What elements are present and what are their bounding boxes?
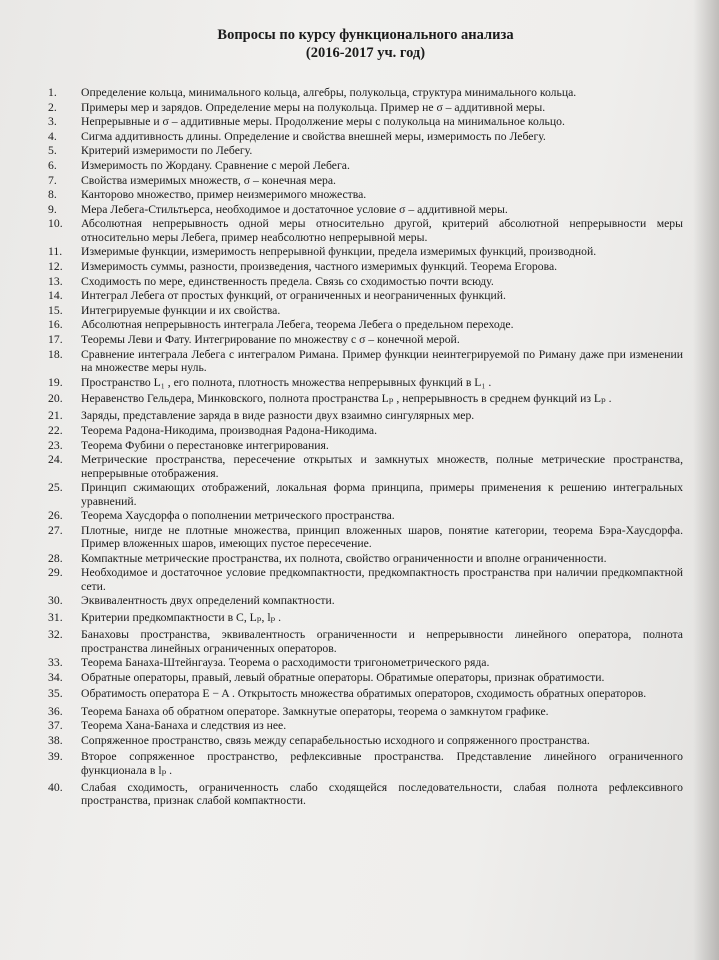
question-item [48, 318, 683, 331]
question-text: Измеримость суммы, разности, произведения, частного измеримых функций. Теорема Егорова. [81, 259, 558, 273]
question-number: 21. [48, 409, 63, 423]
question-text: Сопряженное пространство, связь между сепарабельностью исходного и сопряженного пространства. [81, 733, 590, 747]
question-number: 19. [48, 375, 63, 389]
question-item [48, 409, 683, 422]
question-item [48, 750, 683, 777]
question-item [48, 656, 683, 669]
question-text: Канторово множество, пример неизмеримого множества. [81, 188, 367, 202]
question-item [48, 188, 683, 201]
question-number: 32. [48, 628, 63, 642]
question-item [48, 115, 683, 128]
question-number: 38. [48, 733, 63, 747]
question-item [48, 86, 683, 99]
document-subtitle: (2016-2017 уч. год) [305, 45, 426, 61]
question-text: Теорема Радона-Никодима, производная Радона-Никодима. [81, 423, 377, 437]
question-item [48, 392, 683, 405]
question-text: Критерии предкомпактности в C, Lₚ, lₚ . [81, 610, 282, 624]
question-item [48, 481, 683, 508]
question-text: Абсолютная непрерывность интеграла Лебега, теорема Лебега о предельном переходе. [81, 318, 514, 332]
question-text: Свойства измеримых множеств, σ – конечная мера. [81, 173, 336, 187]
question-number: 4. [48, 129, 57, 143]
question-number: 40. [48, 780, 63, 794]
question-item [48, 453, 683, 480]
question-item [48, 524, 683, 551]
question-text: Сходимость по мере, единственность предела. Связь со сходимостью почти всюду. [81, 274, 494, 288]
question-text: Теорема Фубини о перестановке интегрирования. [81, 438, 329, 452]
question-text: Компактные метрические пространства, их полнота, свойство ограниченности и вполне ограниченности. [81, 551, 607, 565]
question-number: 29. [48, 566, 63, 580]
question-item [48, 781, 683, 808]
question-text: Сравнение интеграла Лебега с интегралом Римана. Пример функции неинтегрируемой по Риману даже при изменении на множестве меры нуль. [81, 347, 683, 374]
question-item [48, 439, 683, 452]
document-title: Вопросы по курсу функционального анализа [217, 27, 514, 43]
question-item [48, 275, 683, 288]
question-number: 25. [48, 481, 63, 495]
question-number: 20. [48, 391, 63, 405]
question-text: Второе сопряженное пространство, рефлексивные пространства. Представление линейного ограниченного функционала в lₚ . [81, 750, 683, 777]
question-item [48, 174, 683, 187]
question-number: 36. [48, 704, 63, 718]
question-number: 28. [48, 551, 63, 565]
question-list [48, 86, 683, 808]
question-number: 1. [48, 86, 57, 99]
question-text: Мера Лебега-Стильтьерса, необходимое и достаточное условие σ – аддитивной меры. [81, 202, 508, 216]
question-text: Метрические пространства, пересечение открытых и замкнутых множеств, полные метрические пространства, непрерывные отображения. [81, 453, 683, 480]
question-item [48, 552, 683, 565]
question-text: Теоремы Леви и Фату. Интегрирование по множеству с σ – конечной мерой. [81, 332, 460, 346]
question-text: Критерий измеримости по Лебегу. [81, 144, 253, 158]
question-number: 5. [48, 144, 57, 158]
question-number: 37. [48, 719, 63, 733]
question-number: 13. [48, 274, 63, 288]
question-item [48, 566, 683, 593]
question-item [48, 671, 683, 684]
question-number: 31. [48, 610, 63, 624]
question-number: 14. [48, 289, 63, 303]
question-text: Обратные операторы, правый, левый обратные операторы. Обратимые операторы, признак обратимости. [81, 670, 605, 684]
question-item [48, 101, 683, 114]
question-number: 27. [48, 523, 63, 537]
question-item [48, 203, 683, 216]
question-text: Сигма аддитивность длины. Определение и свойства внешней меры, измеримость по Лебегу. [81, 129, 546, 143]
question-number: 35. [48, 687, 63, 701]
question-text: Пространство L₁ , его полнота, плотность множества непрерывных функций в L₁ . [81, 375, 492, 389]
question-item [48, 594, 683, 607]
question-number: 26. [48, 509, 63, 523]
question-number: 7. [48, 173, 57, 187]
question-text: Необходимое и достаточное условие предкомпактности, предкомпактность пространства при наличии предкомпактной сети. [81, 566, 683, 593]
question-item [48, 611, 683, 624]
question-item [48, 245, 683, 258]
question-number: 33. [48, 656, 63, 670]
question-number: 12. [48, 259, 63, 273]
question-text: Теорема Хаусдорфа о пополнении метрического пространства. [81, 509, 395, 523]
question-text: Интегрируемые функции и их свойства. [81, 303, 281, 317]
question-number: 30. [48, 594, 63, 608]
question-item [48, 719, 683, 732]
question-number: 6. [48, 158, 57, 172]
question-number: 18. [48, 347, 63, 361]
question-number: 24. [48, 453, 63, 467]
question-text: Абсолютная непрерывность одной меры относительно другой, критерий абсолютной непрерывности меры относительно меры Лебега, пример неабсолютно непрерывной меры. [81, 217, 683, 244]
question-item [48, 159, 683, 172]
question-number: 39. [48, 750, 63, 764]
question-text: Примеры мер и зарядов. Определение меры на полукольца. Пример не σ – аддитивной меры. [81, 100, 546, 114]
question-number: 34. [48, 670, 63, 684]
question-text: Теорема Банаха об обратном операторе. Замкнутые операторы, теорема о замкнутом графике. [81, 704, 549, 718]
question-text: Принцип сжимающих отображений, локальная форма принципа, примеры применения к решению интегральных уравнений. [81, 481, 683, 508]
question-item [48, 260, 683, 273]
question-text: Измеримые функции, измеримость непрерывной функции, предела измеримых функций, производной. [81, 245, 597, 259]
question-text: Теорема Хана-Банаха и следствия из нее. [81, 719, 287, 733]
question-item [48, 376, 683, 389]
question-number: 2. [48, 100, 57, 114]
question-text: Теорема Банаха-Штейнгауза. Теорема о расходимости тригонометрического ряда. [81, 656, 490, 670]
question-number: 15. [48, 303, 63, 317]
question-text: Эквивалентность двух определений компактности. [81, 594, 335, 608]
question-item [48, 144, 683, 157]
question-item [48, 348, 683, 375]
question-text: Обратимость оператора E − A . Открытость множества обратимых операторов, сходимость обратных операторов. [81, 687, 647, 701]
question-item [48, 289, 683, 302]
question-number: 11. [48, 245, 63, 259]
question-item [48, 424, 683, 437]
question-item [48, 509, 683, 522]
question-text: Определение кольца, минимального кольца, алгебры, полукольца, структура минимального кольца. [81, 86, 577, 99]
question-text: Неравенство Гельдера, Минковского, полнота пространства Lₚ , непрерывность в среднем функций из Lₚ . [81, 391, 612, 405]
question-number: 22. [48, 423, 63, 437]
question-text: Слабая сходимость, ограниченность слабо сходящейся последовательности, слабая полнота рефлексивного пространства, признак слабой компактности. [81, 780, 683, 808]
question-number: 16. [48, 318, 63, 332]
question-number: 17. [48, 332, 63, 346]
question-number: 10. [48, 217, 63, 231]
question-number: 8. [48, 188, 57, 202]
question-item [48, 217, 683, 244]
question-number: 3. [48, 115, 57, 129]
question-text: Измеримость по Жордану. Сравнение с мерой Лебега. [81, 158, 350, 172]
question-item [48, 333, 683, 346]
question-item [48, 304, 683, 317]
question-text: Банаховы пространства, эквивалентность ограниченности и непрерывности линейного оператора, полнота пространства линейных ограниченных операторов. [81, 628, 683, 655]
question-item [48, 734, 683, 747]
question-text: Интеграл Лебега от простых функций, от ограниченных и неограниченных функций. [81, 289, 506, 303]
question-item [48, 628, 683, 655]
question-text: Заряды, представление заряда в виде разности двух взаимно сингулярных мер. [81, 409, 475, 423]
question-number: 23. [48, 438, 63, 452]
question-item [48, 130, 683, 143]
question-text: Непрерывные и σ – аддитивные меры. Продолжение меры с полукольца на минимальное кольцо. [81, 115, 565, 129]
question-item [48, 687, 683, 700]
question-text: Плотные, нигде не плотные множества, принцип вложенных шаров, понятие категории, теорема Бэра-Хаусдорфа. Пример вложенных шаров, имеющих пустое пересечение. [81, 523, 683, 551]
question-number: 9. [48, 202, 57, 216]
question-item [48, 705, 683, 718]
